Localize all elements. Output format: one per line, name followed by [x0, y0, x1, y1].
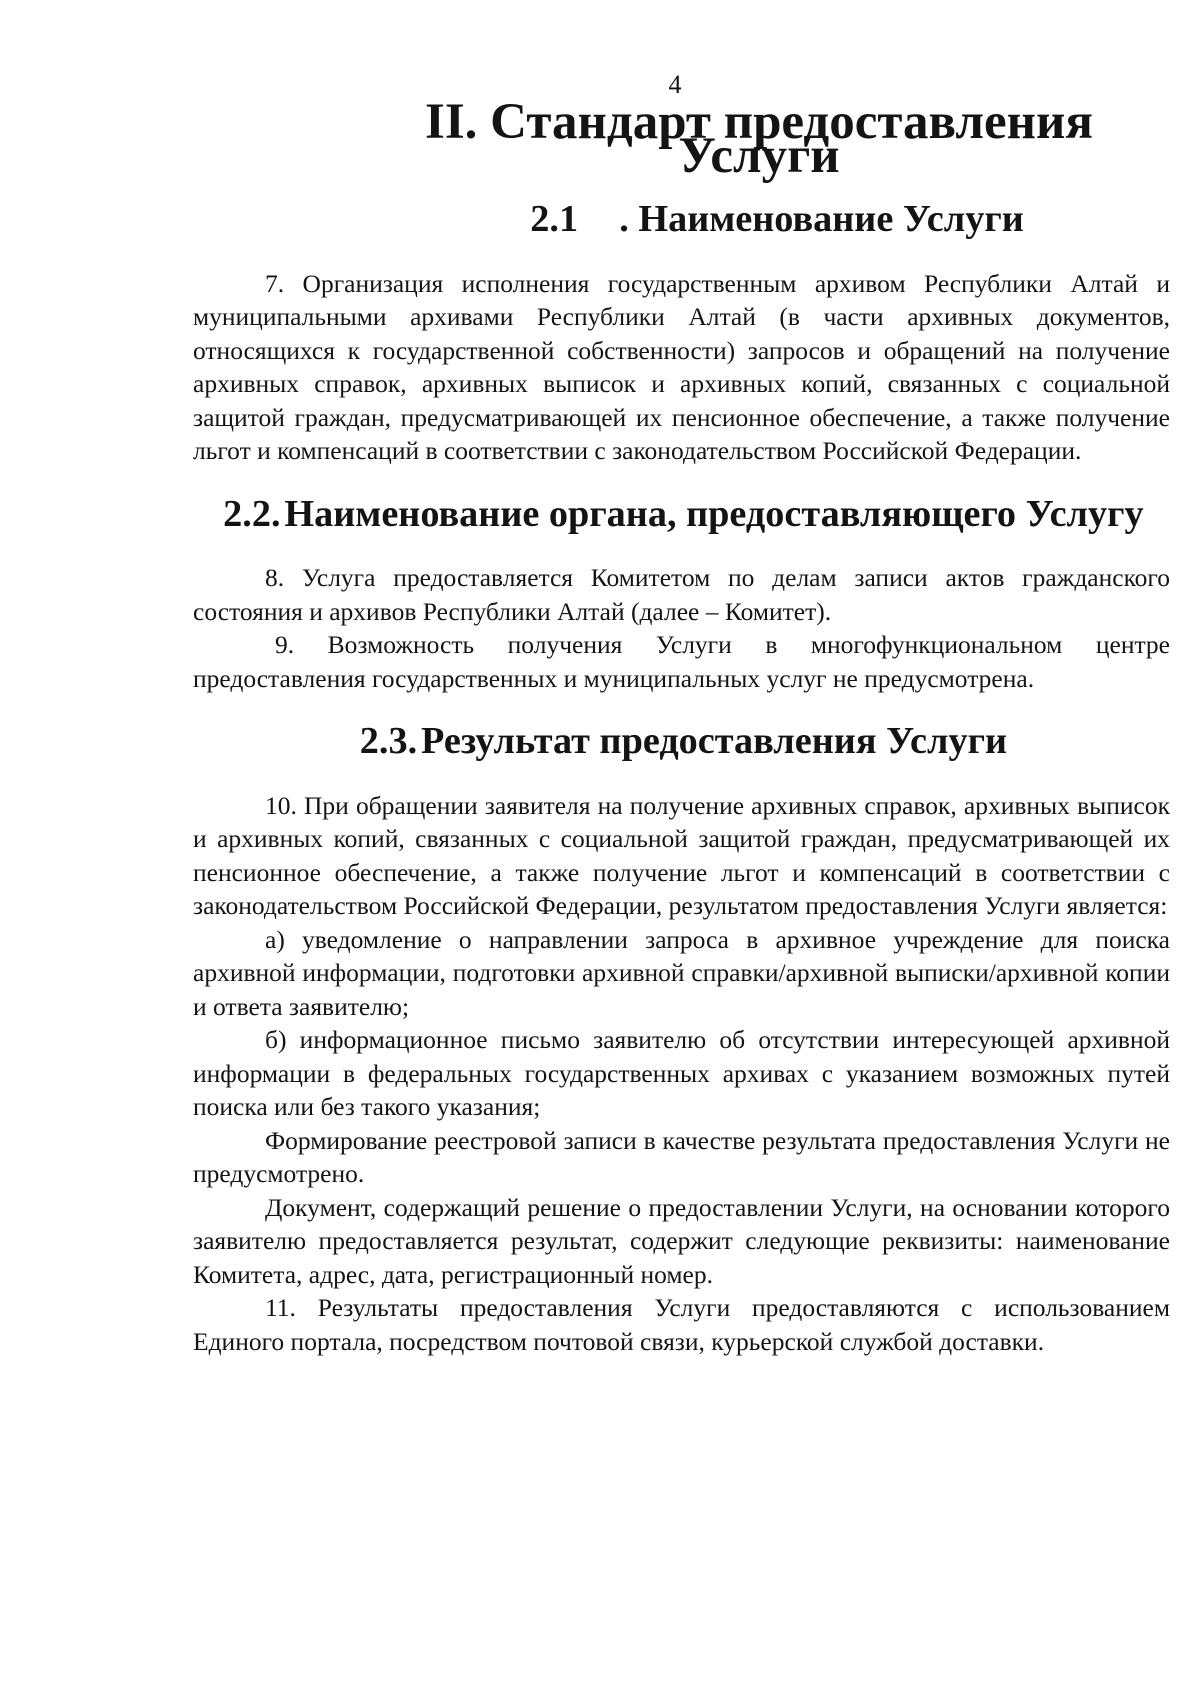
paragraph-9: 9. Возможность получения Услуги в многофункциональном центре предоставления государственных и муниципальных услуг не предусмотрена. [193, 630, 1170, 693]
subsection-number: 2.2. [223, 492, 281, 535]
subsection-title: . Наименование Услуги [619, 198, 1024, 240]
paragraph-10-b: б) информационное письмо заявителю об отсутствии интересующей архивной информации в федеральных государственных архивах с указанием возможных путей поиска или без такого указания; [193, 1025, 1170, 1121]
page-number: 4 [668, 70, 682, 99]
subsection-heading-2-1 [193, 198, 1170, 240]
subsection-number: 2.1 [530, 198, 579, 240]
paragraph-decision-document: Документ, содержащий решение о предоставлении Услуги, на основании которого заявителю предоставляется результат, содержит следующие реквизиты: наименование Комитета, адрес, дата, регистрационный номер. [193, 1192, 1170, 1289]
subsection-heading-2-2 [193, 492, 1170, 535]
document-body [193, 94, 1170, 1358]
paragraph-10: 10. При обращении заявителя на получение архивных справок, архивных выписок и архивных копий, связанных с социальной защитой граждан, предусматривающей их пенсионное обеспечение, а также получение льгот и компенсаций в соответствии с законодательством Российской Федерации, результатом предоставления Услуги является: [193, 790, 1170, 920]
section-title: II. Стандарт предоставления Услуги [424, 94, 1093, 184]
paragraph-11: 11. Результаты предоставления Услуги предоставляются с использованием Единого портала, посредством почтовой связи, курьерской службой доставки. [193, 1293, 1170, 1356]
subsection-heading-2-3 [193, 720, 1170, 762]
paragraph-10-a: а) уведомление о направлении запроса в архивное учреждение для поиска архивной информации, подготовки архивной справки/архивной выписки/архивной копии и ответа заявителю; [193, 924, 1170, 1021]
paragraph-registry-note: Формирование реестровой записи в качестве результата предоставления Услуги не предусмотрено. [193, 1125, 1170, 1188]
subsection-title: Наименование органа, предоставляющего Услугу [284, 492, 1144, 535]
paragraph-8: 8. Услуга предоставляется Комитетом по делам записи актов гражданского состояния и архивов Республики Алтай (далее – Комитет). [193, 563, 1170, 626]
paragraph-7: 7. Организация исполнения государственным архивом Республики Алтай и муниципальными архивами Республики Алтай (в части архивных документов, относящихся к государственной собственности) запросов и обращений на получение архивных справок, архивных выписок и архивных копий, связанных с социальной защитой граждан, предусматривающей их пенсионное обеспечение, а также получение льгот и компенсаций в соответствии с законодательством Российской Федерации. [193, 268, 1170, 465]
subsection-number: 2.3. [359, 720, 418, 762]
subsection-title: Результат предоставления Услуги [420, 720, 1007, 762]
